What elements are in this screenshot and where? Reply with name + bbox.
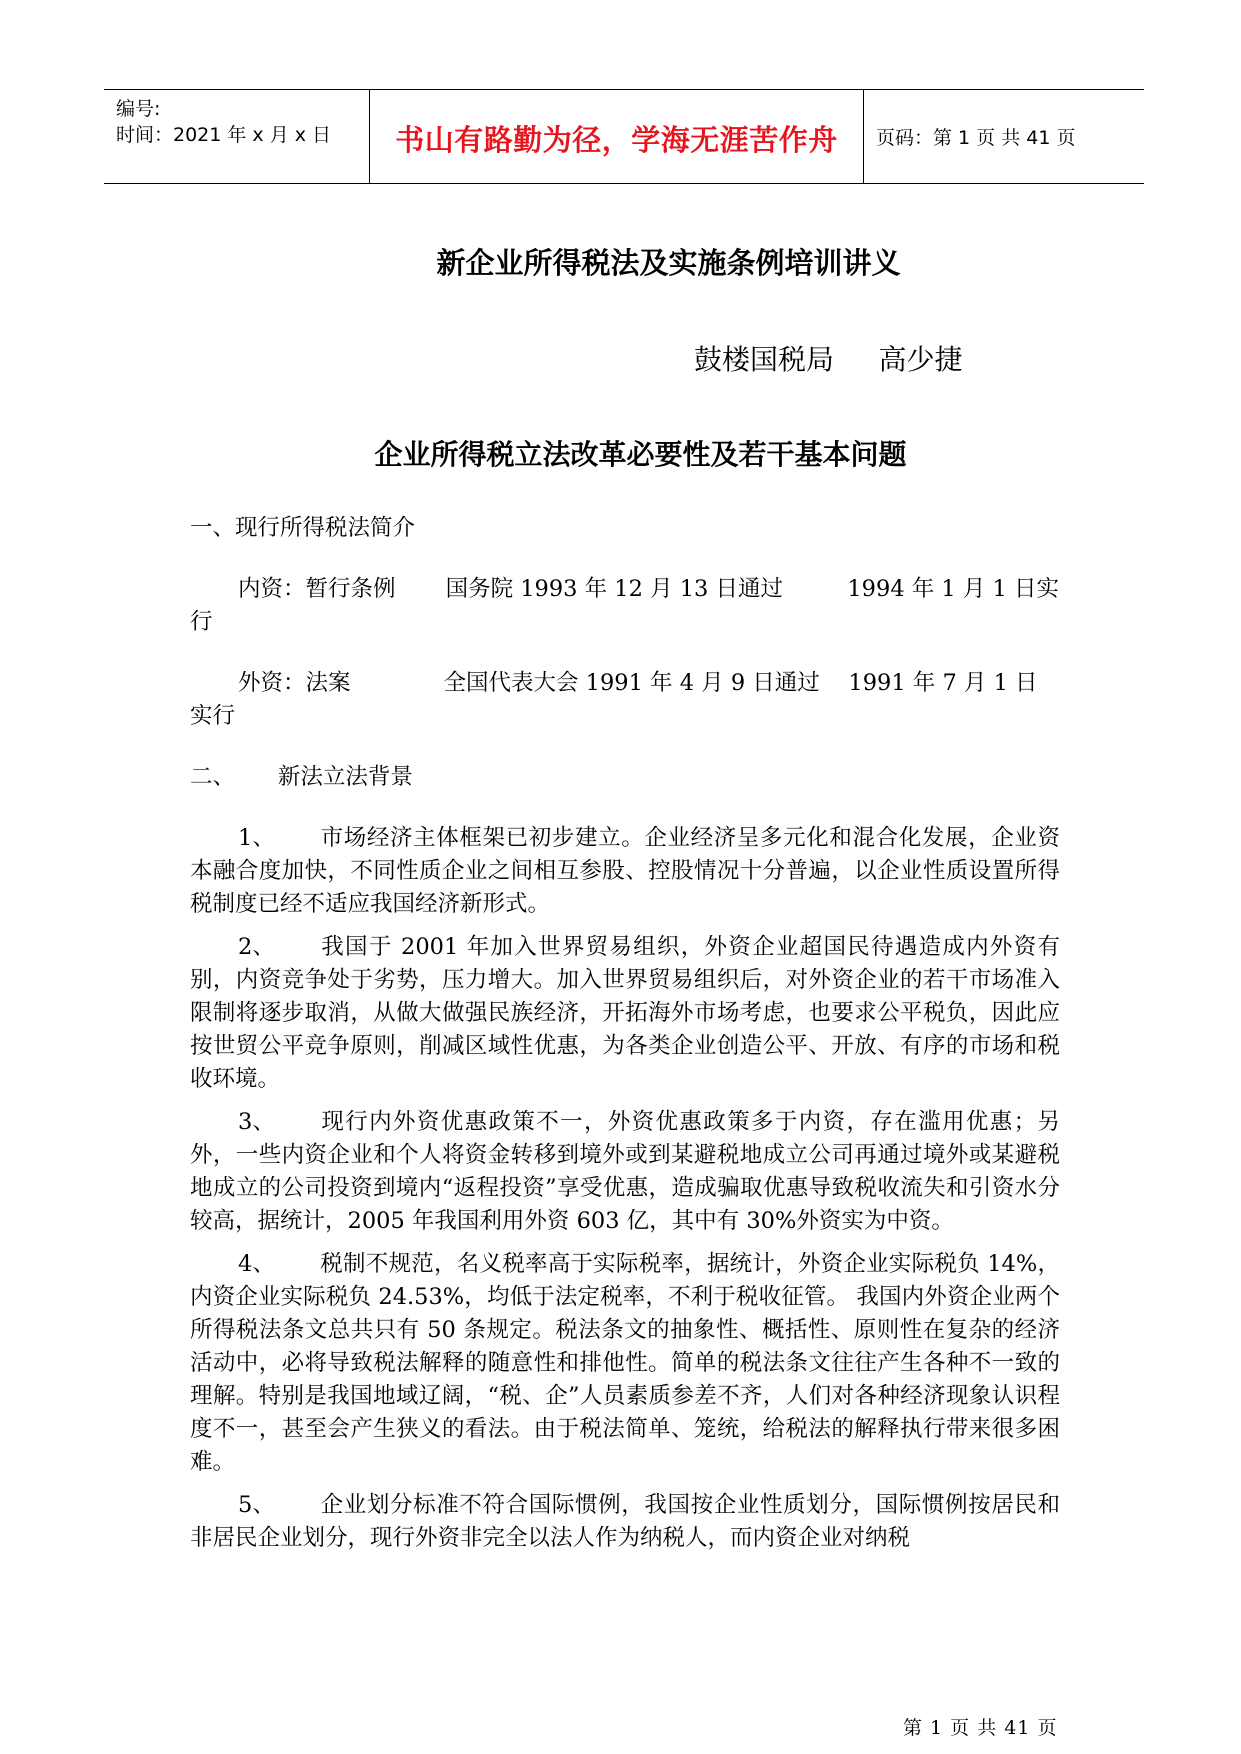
document-title: 新企业所得税法及实施条例培训讲义	[436, 246, 901, 280]
header-middle-cell	[370, 90, 864, 183]
author-line: 鼓楼国税局 高少捷	[694, 343, 963, 376]
item-number: 2、	[238, 934, 275, 960]
time-label: 时间：2021 年 x 月 x 日	[116, 124, 332, 146]
motto-text: 书山有路勤为径，学海无涯苦作舟	[395, 123, 838, 157]
part2-heading: 二、 新法立法背景	[190, 764, 413, 790]
item-text: 市场经济主体框架已初步建立。企业经济呈多元化和混合化发展，企业资本融合度加快，不同性质企业之间相互参股、控股情况十分普遍，以企业性质设置所得税制度已经不适应我国经济新形式。	[190, 825, 1060, 917]
document-body	[190, 500, 1060, 1555]
item-text: 现行内外资优惠政策不一，外资优惠政策多于内资，存在滥用优惠；另外，一些内资企业和个人将资金转移到境外或到某避税地成立公司再通过境外或某避税地成立的公司投资到境内“返程投资”享受优惠，造成骗取优惠导致税收流失和引资水分较高，据统计，2005 年我国利用外资 603 亿，其中有 30%外资实为中资。	[190, 1109, 1060, 1234]
item-text: 企业划分标准不符合国际惯例，我国按企业性质划分，国际惯例按居民和非居民企业划分，现行外资非完全以法人作为纳税人，而内资企业对纳税	[190, 1492, 1060, 1551]
background-item-4	[190, 1248, 1060, 1479]
page-footer: 第 1 页 共 41 页	[903, 1717, 1058, 1739]
background-item-1	[190, 822, 1060, 921]
item-number: 5、	[238, 1492, 275, 1518]
page-code: 页码：第 1 页 共 41 页	[876, 127, 1076, 149]
section-title: 企业所得税立法改革必要性及若干基本问题	[374, 438, 907, 471]
item-number: 4、	[238, 1251, 275, 1277]
background-item-2	[190, 931, 1060, 1096]
document-header-table	[104, 89, 1144, 184]
item-text: 我国于 2001 年加入世界贸易组织，外资企业超国民待遇造成内外资有别，内资竞争处于劣势，压力增大。加入世界贸易组织后，对外资企业的若干市场准入限制将逐步取消，从做大做强民族经济，开拓海外市场考虑，也要求公平税负，因此应按世贸公平竞争原则，削减区域性优惠，为各类企业创造公平、开放、有序的市场和税收环境。	[190, 934, 1060, 1092]
domestic-law-line: 内资：暂行条例 国务院 1993 年 12 月 13 日通过 1994 年 1 月 1 日实行	[190, 576, 1060, 635]
part1-heading: 一、现行所得税法简介	[190, 515, 416, 541]
number-label: 编号:	[116, 98, 161, 120]
header-right-cell	[864, 90, 1144, 183]
foreign-law-line: 外资：法案 全国代表大会 1991 年 4 月 9 日通过 1991 年 7 月 1 日实行	[190, 670, 1038, 729]
background-item-5	[190, 1489, 1060, 1555]
item-text: 税制不规范，名义税率高于实际税率，据统计，外资企业实际税负 14%，内资企业实际税负 24.53%，均低于法定税率，不利于税收征管。 我国内外资企业两个所得税法条文总共只有 50 条规定。税法条文的抽象性、概括性、原则性在复杂的经济活动中，必将导致税法解释的随意性和排他性。简单的税法条文往往产生各种不一致的理解。特别是我国地域辽阔，“税、企”人员素质参差不齐，人们对各种经济现象认识程度不一，甚至会产生狭义的看法。由于税法简单、笼统，给税法的解释执行带来很多困难。	[190, 1251, 1060, 1475]
item-number: 1、	[238, 825, 275, 851]
background-item-3	[190, 1106, 1060, 1238]
header-left-cell	[104, 90, 370, 183]
item-number: 3、	[238, 1109, 275, 1135]
